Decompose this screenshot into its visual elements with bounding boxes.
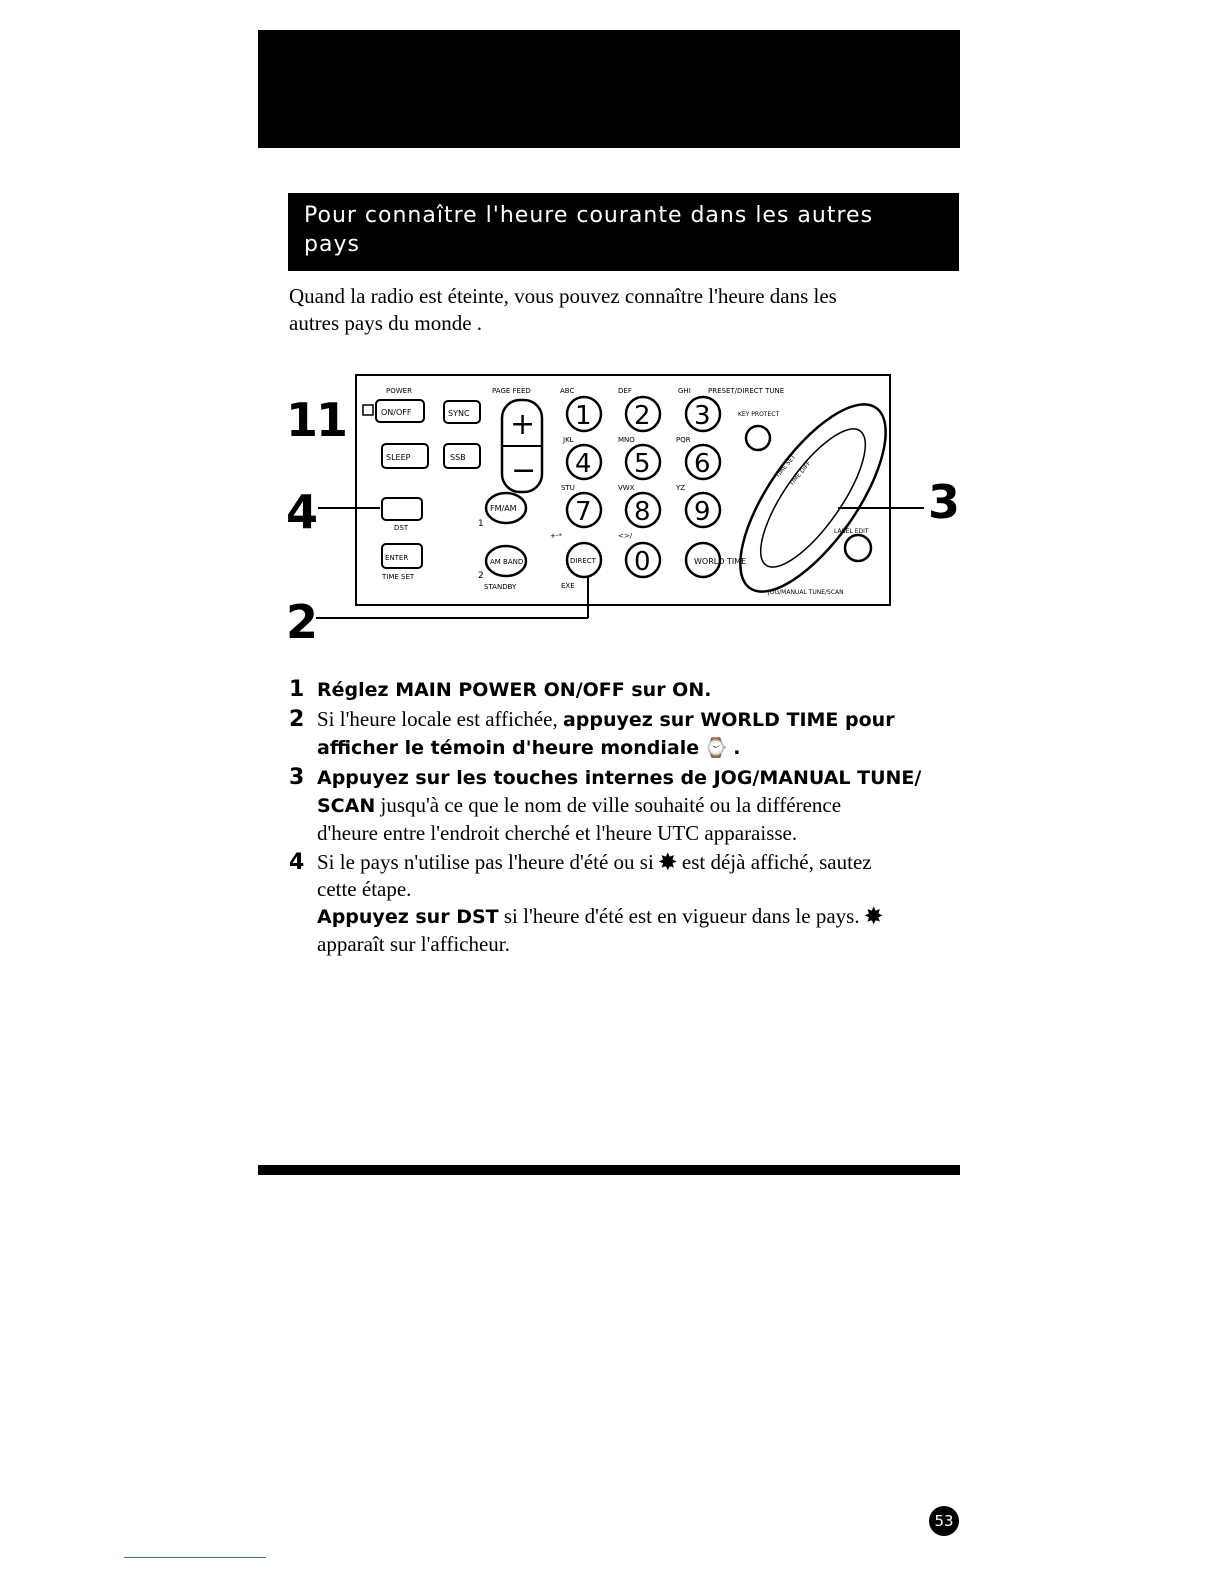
time-set-label: TIME SET <box>382 573 415 581</box>
heading-line-2: pays <box>304 232 360 257</box>
label-ghi: GHI <box>678 387 691 395</box>
section-heading <box>288 193 959 271</box>
key-0: 0 <box>634 547 651 577</box>
step-1-number: 1 <box>289 677 305 702</box>
step-4 <box>289 849 969 958</box>
key-5: 5 <box>634 449 651 479</box>
label-abc: ABC <box>560 387 575 395</box>
top-black-band <box>258 30 960 148</box>
direct-button-label: DIRECT <box>570 557 596 565</box>
jog-label: JOG/MANUAL TUNE/SCAN <box>768 589 844 596</box>
step-4-text-1a: Si le pays n'utilise pas l'heure d'été ou si <box>317 850 654 874</box>
callout-1: 1 <box>286 393 319 447</box>
summer-time-icon: ✸ <box>659 850 677 874</box>
world-time-label: EXE <box>561 582 575 590</box>
label-power: POWER <box>386 387 412 395</box>
corner-line <box>124 1557 266 1558</box>
radio-control-diagram <box>278 368 968 648</box>
step-2-bold-2: afficher le témoin d'heure mondiale <box>317 737 700 759</box>
step-2-number: 2 <box>289 707 305 732</box>
step-2 <box>289 706 969 762</box>
step-3 <box>289 764 969 847</box>
step-2-pre: Si l'heure locale est affichée, <box>317 707 558 731</box>
step-2-post: . <box>733 737 741 759</box>
label-def: DEF <box>618 387 632 395</box>
letters-jkl: JKL <box>563 436 574 444</box>
step-4-number: 4 <box>289 850 305 875</box>
small-num-2: 2 <box>478 571 484 581</box>
minus-key-label: − <box>511 453 537 488</box>
callout-1b: 1 <box>316 393 349 447</box>
amband-button-label: AM BAND <box>490 558 524 566</box>
step-1 <box>289 676 969 704</box>
letters-vwx: VWX <box>618 484 635 492</box>
key-4: 4 <box>575 449 592 479</box>
step-4-bold: Appuyez sur DST <box>317 906 499 928</box>
callout-4: 4 <box>286 485 319 539</box>
ssb-button-label: SSB <box>450 453 466 462</box>
step-4-text-1b: est déjà affiché, sautez <box>681 850 872 874</box>
dst-label: DST <box>394 524 409 532</box>
step-3-bold-2: SCAN <box>317 795 376 817</box>
summer-time-icon-2: ✸ <box>864 904 883 928</box>
letters-stu: STU <box>561 484 575 492</box>
step-3-text-1: jusqu'à ce que le nom de ville souhaité ou la différence <box>375 793 842 817</box>
intro-line-1: Quand la radio est éteinte, vous pouvez connaître l'heure dans les <box>289 284 837 308</box>
enter-button-label: ENTER <box>385 554 409 562</box>
onoff-button-label: ON/OFF <box>381 408 412 417</box>
label-key-protect: KEY PROTECT <box>738 411 780 418</box>
key-1: 1 <box>575 401 592 431</box>
intro-line-2: autres pays du monde . <box>289 311 483 335</box>
key-6: 6 <box>694 449 711 479</box>
letters-plus-minus: +-* <box>550 532 562 540</box>
step-3-text-2: d'heure entre l'endroit cherché et l'heure UTC apparaisse. <box>317 821 798 845</box>
letters-pqr: PQR <box>676 436 691 444</box>
label-edit-label: LABEL EDIT <box>834 528 869 535</box>
label-preset: PRESET/DIRECT TUNE <box>708 387 785 395</box>
step-4-text-4: apparaît sur l'afficheur. <box>317 932 510 956</box>
plus-key-label: + <box>510 407 536 442</box>
step-3-number: 3 <box>289 765 305 790</box>
key-9: 9 <box>694 497 711 527</box>
sync-button-label: SYNC <box>448 409 470 418</box>
step-3-bold-1: Appuyez sur les touches internes de JOG/MANUAL TUNE/ <box>317 767 922 789</box>
key-8: 8 <box>634 497 651 527</box>
page-number: 53 <box>929 1506 959 1536</box>
letters-yz: YZ <box>676 484 686 492</box>
small-num-1: 1 <box>478 519 484 529</box>
time-diff-dial-label: TIME DIFF <box>788 460 813 488</box>
world-time-indicator-icon: ⌚ <box>704 737 729 759</box>
letters-angle: <>/ <box>618 532 633 540</box>
step-2-bold-1: appuyez sur WORLD TIME pour <box>562 709 895 731</box>
exe-button-label: WORLD TIME <box>694 557 747 566</box>
time-set-dial-label: TIME SET <box>774 453 798 480</box>
sleep-button-label: SLEEP <box>386 453 411 462</box>
step-4-text-2: cette étape. <box>317 877 412 901</box>
fmam-button-label: FM/AM <box>490 504 517 513</box>
label-page-feed: PAGE FEED <box>492 387 531 395</box>
heading-line-1: Pour connaître l'heure courante dans les autres <box>304 203 874 228</box>
key-3: 3 <box>694 401 711 431</box>
key-7: 7 <box>575 497 592 527</box>
step-4-text-3: si l'heure d'été est en vigueur dans le pays. <box>498 904 860 928</box>
letters-mno: MNO <box>618 436 635 444</box>
intro-paragraph <box>289 283 929 337</box>
bottom-rule <box>258 1165 960 1175</box>
callout-2: 2 <box>286 595 319 648</box>
standby-label: STANDBY <box>484 583 517 591</box>
step-1-text: Réglez MAIN POWER ON/OFF sur ON. <box>317 679 712 701</box>
key-2: 2 <box>634 401 651 431</box>
steps-list <box>289 676 969 960</box>
callout-3: 3 <box>928 475 961 529</box>
